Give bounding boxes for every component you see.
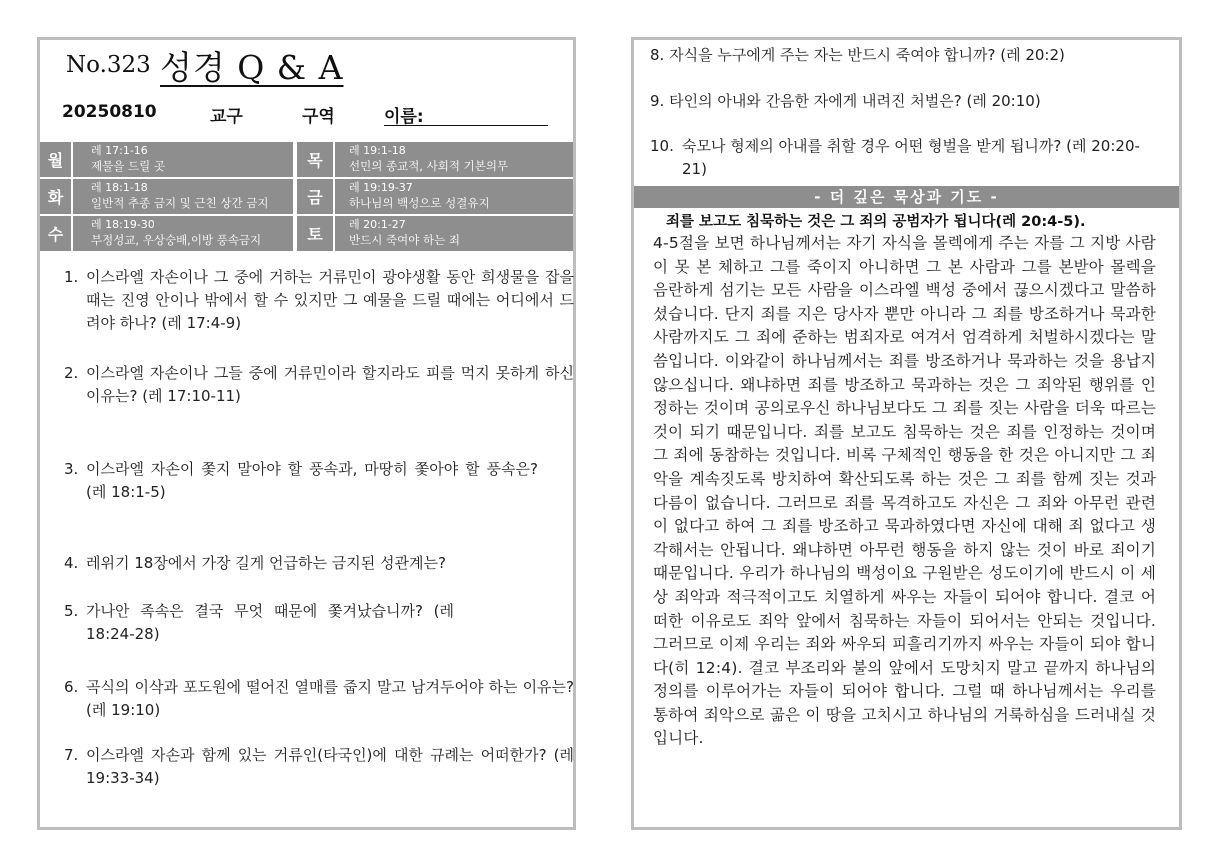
reading-schedule <box>40 140 573 254</box>
question-number: 9. <box>650 92 665 110</box>
left-page <box>37 37 576 830</box>
question-item <box>64 552 574 575</box>
question-text: 이스라엘 자손과 함께 있는 거류인(타국인)에 대한 규례는 어떠한가? (레 19:33-34) <box>86 746 574 787</box>
question-item <box>650 44 1170 67</box>
day-label: 화 <box>40 179 71 214</box>
question-item <box>64 600 574 646</box>
header <box>40 40 573 140</box>
schedule-topic: 제물을 드릴 곳 <box>91 159 165 173</box>
schedule-topic: 일반적 추종 금지 및 근친 상간 금지 <box>91 196 269 210</box>
day-label: 금 <box>297 179 333 214</box>
schedule-row <box>40 179 573 216</box>
schedule-reference: 레 17:1-16 <box>91 144 148 157</box>
question-number: 4. <box>64 554 79 572</box>
question-item <box>64 744 574 790</box>
question-text: 숙모나 형제의 아내를 취할 경우 어떤 형벌을 받게 됩니까? (레 20:20-21) <box>682 137 1140 178</box>
schedule-reference: 레 18:1-18 <box>91 181 148 194</box>
question-item <box>650 90 1170 113</box>
schedule-row <box>40 142 573 179</box>
question-number: 2. <box>64 364 79 382</box>
day-label: 목 <box>297 142 333 177</box>
schedule-reference: 레 19:19-37 <box>349 181 413 194</box>
schedule-reference: 레 18:19-30 <box>91 218 155 231</box>
schedule-cell <box>73 179 293 214</box>
schedule-topic: 하나님의 백성으로 성결유지 <box>349 196 490 210</box>
question-text: 이스라엘 자손이나 그들 중에 거류민이라 할지라도 피를 먹지 못하게 하신 이유는? (레 17:10-11) <box>86 364 574 405</box>
question-text: 이스라엘 자손이 쫓지 말아야 할 풍속과, 마땅히 쫓아야 할 풍속은? (레 18:1-5) <box>86 460 538 501</box>
schedule-row <box>40 216 573 253</box>
zone-label: 구역 <box>302 107 335 127</box>
question-text: 이스라엘 자손이나 그 중에 거하는 거류민이 광야생활 동안 희생물을 잡을 때는 진영 안이나 밖에서 할 수 있지만 그 예물을 드릴 때에는 어디에서 드려야 하나? (레 17:4-9) <box>86 268 574 332</box>
question-item <box>64 362 574 408</box>
question-item <box>64 266 574 335</box>
day-label: 월 <box>40 142 71 177</box>
question-item <box>64 676 574 722</box>
day-label: 토 <box>297 216 333 251</box>
schedule-cell <box>73 216 293 251</box>
schedule-cell <box>335 142 573 177</box>
schedule-topic: 부정성교, 우상숭배,이방 풍속금지 <box>91 233 262 247</box>
meditation-heading: - 더 깊은 묵상과 기도 - <box>634 186 1179 208</box>
meditation-body: 4-5절을 보면 하나님께서는 자기 자식을 몰렉에게 주는 자를 그 지방 사람이 못 본 체하고 그를 죽이지 아니하면 그 본 사람과 그를 본받아 몰렉을 음란하게 섬기는 모든 사람을 이스라엘 백성 중에서 끊으시겠다고 말씀하셨습니다. 단지 죄를 지은 당사자 뿐만 아니라 그 죄를 방조하거나 묵과한 사람까지도 그 죄에 준하는 범죄자로 여겨서 엄격하게 처벌하시겠다는 말씀입니다. 이와같이 하나님께서는 죄를 방조하거나 묵과하는 것을 용납지 않으십니다. 왜냐하면 죄를 방조하고 묵과하는 것은 그 죄악된 행위를 인정하는 것이며 공의로우신 하나님보다도 그 죄를 짓는 사람을 더욱 따르는 것이 되기 때문입니다. 죄를 보고도 침묵하는 것은 죄를 인정하는 것이며 그 죄에 동참하는 것입니다. 비록 구체적인 행동을 한 것은 아니지만 그 죄악을 계속짓도록 방치하여 확산되도록 하는 것은 그 죄를 함께 짓는 것과 다름이 없습니다. 그러므로 죄를 목격하고도 자신은 그 죄와 아무런 관련이 없다고 하여 그 죄를 방조하고 묵과하였다면 자신에 대해 죄 없다고 생각해서는 안됩니다. 왜냐하면 아무런 행동을 하지 않는 것이 바로 죄이기 때문입니다. 우리가 하나님의 백성이요 구원받은 성도이기에 반드시 이 세상 죄악과 적극적이고도 치열하게 싸우는 자들이 되어야 합니다. 결코 어떠한 이유로도 죄악 앞에서 침묵하는 자들이 되어서는 안되는 것입니다. 그러므로 이제 우리는 죄와 싸우되 피흘리기까지 싸우는 자들이 되야 합니다(히 12:4). 결코 부조리와 불의 앞에서 도망치지 말고 끝까지 하나님의 정의를 이루어가는 자들이 되어야 합니다. 그럴 때 하나님께서는 우리를 통하여 죄악으로 곪은 이 땅을 고치시고 하나님의 거룩하심을 드러내실 것입니다. <box>653 234 1156 748</box>
name-label: 이름: <box>384 107 424 127</box>
meditation-title: 죄를 보고도 침묵하는 것은 그 죄의 공범자가 됩니다(레 20:4-5). <box>666 214 1086 230</box>
issue-date: 20250810 <box>62 102 157 122</box>
district-label: 교구 <box>210 107 243 127</box>
question-number: 7. <box>64 746 79 764</box>
question-number: 3. <box>64 460 79 478</box>
question-item <box>64 458 574 504</box>
question-number: 8. <box>650 46 665 64</box>
question-text: 타인의 아내와 간음한 자에게 내려진 처벌은? (레 20:10) <box>669 92 1041 110</box>
question-text: 레위기 18장에서 가장 길게 언급하는 금지된 성관계는? <box>86 554 446 572</box>
schedule-reference: 레 20:1-27 <box>349 218 406 231</box>
question-text: 가나안 족속은 결국 무엇 때문에 쫓겨났습니까? (레 18:24-28) <box>86 602 454 643</box>
name-field-line <box>384 125 548 126</box>
schedule-reference: 레 19:1-18 <box>349 144 406 157</box>
right-page <box>631 37 1182 830</box>
question-text: 곡식의 이삭과 포도원에 떨어진 열매를 줍지 말고 남겨두어야 하는 이유는? (레 19:10) <box>86 678 574 719</box>
schedule-cell <box>335 179 573 214</box>
question-item <box>650 135 1140 181</box>
question-number: 6. <box>64 678 79 696</box>
question-number: 5. <box>64 602 79 620</box>
info-row <box>62 102 562 130</box>
issue-number: No.323 <box>66 52 151 78</box>
page-title: 성경 Q & A <box>160 48 344 87</box>
schedule-cell <box>73 142 293 177</box>
question-text: 자식을 누구에게 주는 자는 반드시 죽여야 합니까? (레 20:2) <box>669 46 1065 64</box>
day-label: 수 <box>40 216 71 251</box>
question-number: 1. <box>64 268 79 286</box>
question-number: 10. <box>650 137 674 155</box>
schedule-cell <box>335 216 573 251</box>
schedule-topic: 반드시 죽여야 하는 죄 <box>349 233 460 247</box>
schedule-topic: 선민의 종교적, 사회적 기본의무 <box>349 159 509 173</box>
